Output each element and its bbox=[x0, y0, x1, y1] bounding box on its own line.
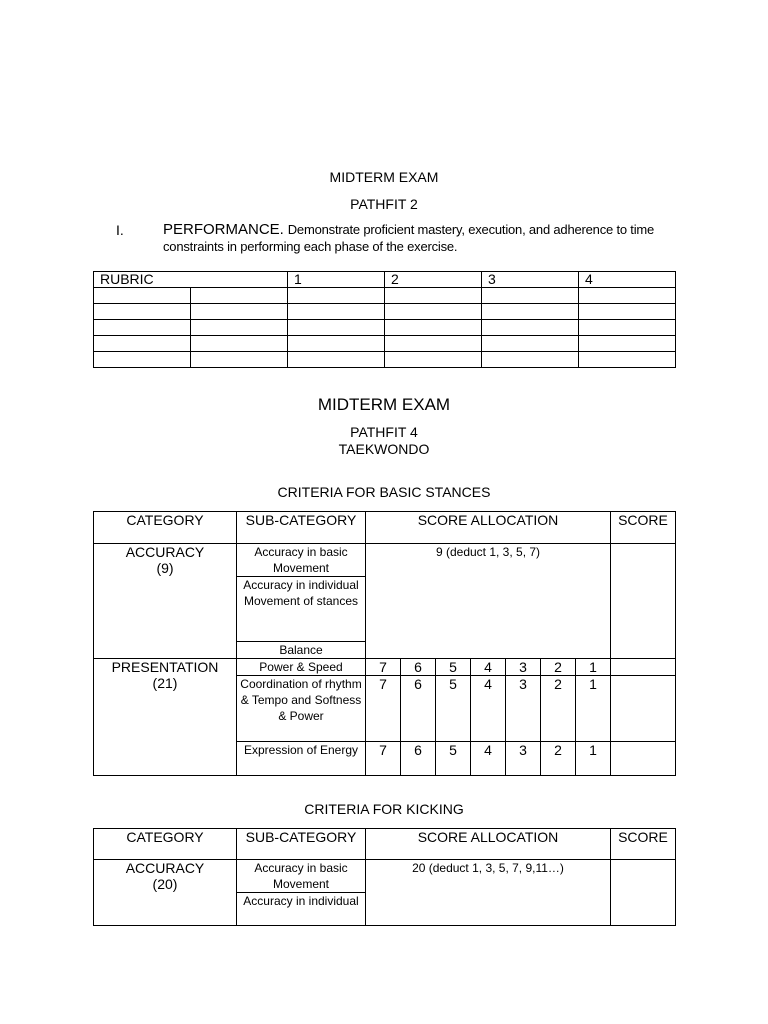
rubric-cell bbox=[482, 304, 579, 320]
scale-2: 2 bbox=[541, 659, 576, 675]
header-category: CATEGORY bbox=[94, 512, 237, 544]
rubric-cell bbox=[94, 320, 191, 336]
presentation-label: PRESENTATION bbox=[111, 659, 219, 675]
rubric-header-4: 4 bbox=[579, 272, 676, 288]
header-category: CATEGORY bbox=[94, 829, 237, 860]
rubric-cell bbox=[482, 352, 579, 368]
sub-expression: Expression of Energy bbox=[237, 742, 366, 776]
rubric-cell bbox=[191, 304, 288, 320]
header-score: SCORE bbox=[611, 512, 676, 544]
rubric-cell bbox=[191, 336, 288, 352]
accuracy-allocation: 9 (deduct 1, 3, 5, 7) bbox=[366, 544, 611, 659]
presentation-score bbox=[611, 659, 676, 676]
scale-3: 3 bbox=[506, 659, 541, 675]
exam1-title: MIDTERM EXAM bbox=[329, 169, 439, 185]
kicking-accuracy-category bbox=[94, 860, 237, 926]
header-score: SCORE bbox=[611, 829, 676, 860]
rubric-cell bbox=[482, 336, 579, 352]
scale-7: 7 bbox=[366, 676, 401, 741]
rubric-row bbox=[94, 320, 676, 336]
kicking-accuracy-points: (20) bbox=[152, 876, 178, 892]
rubric-header-1: 1 bbox=[288, 272, 385, 288]
rubric-cell bbox=[288, 320, 385, 336]
accuracy-score bbox=[611, 544, 676, 659]
scale-2: 2 bbox=[541, 676, 576, 741]
sub-power-speed: Power & Speed bbox=[237, 659, 366, 676]
rubric-cell bbox=[288, 336, 385, 352]
rubric-cell bbox=[385, 352, 482, 368]
rubric-cell bbox=[94, 336, 191, 352]
rubric-cell bbox=[579, 336, 676, 352]
rubric-cell bbox=[94, 288, 191, 304]
scale-3: 3 bbox=[506, 676, 541, 741]
rubric-table bbox=[93, 271, 676, 368]
item-text-line1: Demonstrate proficient mastery, execution, and adherence to time bbox=[287, 222, 655, 237]
scale-cell bbox=[366, 659, 611, 676]
scale-6: 6 bbox=[401, 676, 436, 741]
scale-1: 1 bbox=[589, 659, 597, 675]
rubric-header-label: RUBRIC bbox=[94, 272, 288, 288]
exam2-title: MIDTERM EXAM bbox=[317, 395, 451, 414]
rubric-row bbox=[94, 336, 676, 352]
scale-4: 4 bbox=[471, 676, 506, 741]
rubric-cell bbox=[191, 320, 288, 336]
scale-6: 6 bbox=[401, 659, 436, 675]
scale-5: 5 bbox=[436, 659, 471, 675]
presentation-points: (21) bbox=[152, 675, 178, 691]
kicking-sub-accuracy-individual: Accuracy in individual bbox=[237, 893, 366, 926]
rubric-row bbox=[94, 288, 676, 304]
rubric-cell bbox=[385, 288, 482, 304]
rubric-cell bbox=[385, 320, 482, 336]
scale-2: 2 bbox=[541, 742, 576, 775]
rubric-cell bbox=[482, 320, 579, 336]
rubric-cell bbox=[579, 304, 676, 320]
kicking-accuracy-label: ACCURACY bbox=[125, 860, 205, 876]
header-sub-category: SUB-CATEGORY bbox=[237, 829, 366, 860]
accuracy-label: ACCURACY bbox=[125, 544, 205, 560]
scale-1: 1 bbox=[589, 742, 597, 758]
rubric-header-2: 2 bbox=[385, 272, 482, 288]
rubric-cell bbox=[288, 288, 385, 304]
stances-table bbox=[93, 511, 676, 776]
accuracy-points: (9) bbox=[156, 560, 174, 576]
score-scale bbox=[366, 659, 610, 675]
accuracy-row bbox=[94, 544, 676, 577]
presentation-row bbox=[94, 659, 676, 676]
rubric-cell bbox=[94, 304, 191, 320]
presentation-score bbox=[611, 676, 676, 742]
header-sub-category: SUB-CATEGORY bbox=[237, 512, 366, 544]
rubric-row bbox=[94, 352, 676, 368]
header-score-allocation: SCORE ALLOCATION bbox=[366, 829, 611, 860]
item-text-line2: constraints in performing each phase of the exercise. bbox=[163, 239, 458, 254]
rubric-cell bbox=[579, 320, 676, 336]
presentation-score bbox=[611, 742, 676, 776]
kicking-header-row bbox=[94, 829, 676, 860]
kicking-accuracy-score bbox=[611, 860, 676, 926]
item-number: I. bbox=[116, 222, 124, 238]
kicking-table bbox=[93, 828, 676, 926]
performance-item bbox=[163, 221, 683, 255]
exam1-course: PATHFIT 2 bbox=[350, 196, 418, 212]
scale-4: 4 bbox=[471, 659, 506, 675]
scale-7: 7 bbox=[366, 659, 401, 675]
sub-balance: Balance bbox=[237, 642, 366, 659]
scale-cell bbox=[366, 676, 611, 742]
scale-1: 1 bbox=[589, 676, 597, 692]
presentation-category bbox=[94, 659, 237, 776]
stances-header-row bbox=[94, 512, 676, 544]
kicking-accuracy-row bbox=[94, 860, 676, 893]
score-scale bbox=[366, 742, 610, 775]
rubric-header-row bbox=[94, 272, 676, 288]
rubric-row bbox=[94, 304, 676, 320]
rubric-cell bbox=[191, 352, 288, 368]
accuracy-category bbox=[94, 544, 237, 659]
sub-accuracy-individual: Accuracy in individual Movement of stances bbox=[237, 577, 366, 642]
header-score-allocation: SCORE ALLOCATION bbox=[366, 512, 611, 544]
rubric-cell bbox=[191, 288, 288, 304]
rubric-header-3: 3 bbox=[482, 272, 579, 288]
rubric-cell bbox=[94, 352, 191, 368]
sub-coordination: Coordination of rhythm & Tempo and Softness & Power bbox=[237, 676, 366, 742]
sub-accuracy-basic: Accuracy in basic Movement bbox=[237, 544, 366, 577]
rubric-cell bbox=[579, 352, 676, 368]
rubric-cell bbox=[385, 336, 482, 352]
kicking-sub-accuracy-basic: Accuracy in basic Movement bbox=[237, 860, 366, 893]
scale-3: 3 bbox=[506, 742, 541, 775]
scale-5: 5 bbox=[436, 676, 471, 741]
exam2-subject: TAEKWONDO bbox=[338, 441, 430, 457]
scale-7: 7 bbox=[366, 742, 401, 775]
scale-cell bbox=[366, 742, 611, 776]
stances-heading: CRITERIA FOR BASIC STANCES bbox=[277, 484, 491, 500]
rubric-cell bbox=[288, 304, 385, 320]
scale-6: 6 bbox=[401, 742, 436, 775]
scale-5: 5 bbox=[436, 742, 471, 775]
scale-4: 4 bbox=[471, 742, 506, 775]
kicking-accuracy-allocation: 20 (deduct 1, 3, 5, 7, 9,11…) bbox=[366, 860, 611, 926]
rubric-cell bbox=[579, 288, 676, 304]
rubric-cell bbox=[288, 352, 385, 368]
exam2-course: PATHFIT 4 bbox=[350, 424, 418, 440]
rubric-cell bbox=[482, 288, 579, 304]
kicking-heading: CRITERIA FOR KICKING bbox=[304, 801, 464, 817]
item-heading: PERFORMANCE. bbox=[163, 221, 284, 238]
rubric-cell bbox=[385, 304, 482, 320]
score-scale bbox=[366, 676, 610, 741]
